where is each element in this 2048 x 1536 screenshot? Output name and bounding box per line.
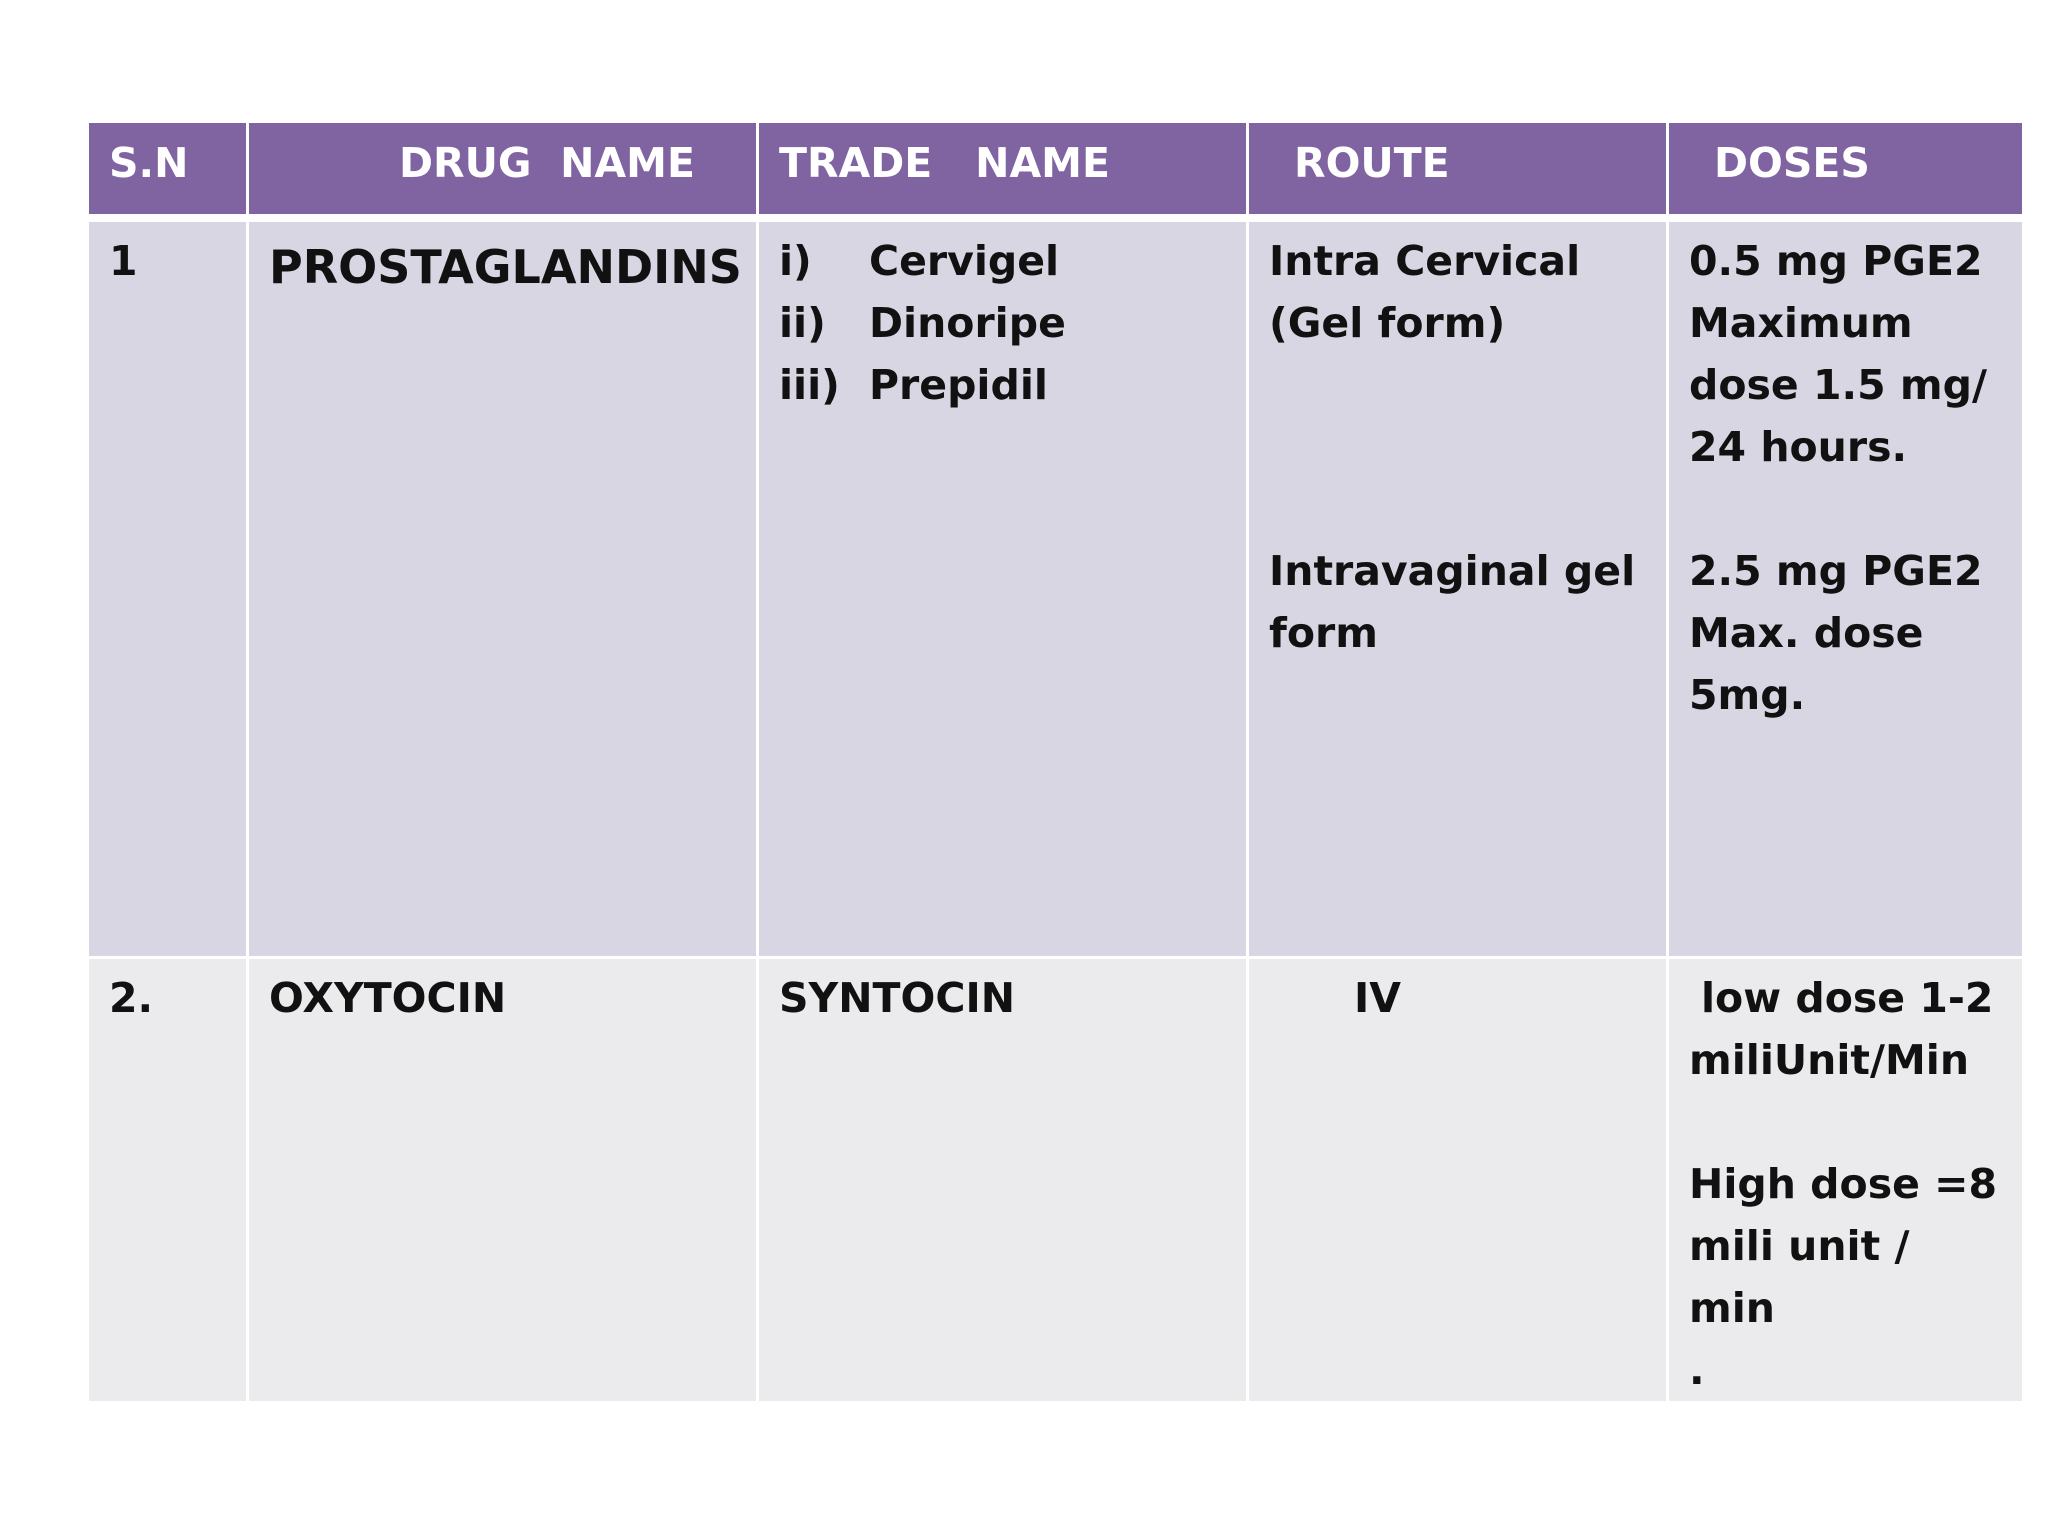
drug-table bbox=[86, 120, 2025, 1404]
dose-line: 24 hours. bbox=[1689, 422, 1908, 471]
list-item-number: iii) bbox=[779, 360, 840, 409]
dose-line: mili unit / min bbox=[1689, 1222, 1910, 1332]
cell-sn: 2. bbox=[88, 958, 248, 1403]
table-row bbox=[88, 218, 2024, 958]
list-item bbox=[779, 292, 1226, 354]
list-item bbox=[779, 354, 1226, 416]
cell-drug-name: OXYTOCIN bbox=[248, 958, 758, 1403]
table-header-row bbox=[88, 122, 2024, 218]
dose-line: Max. dose bbox=[1689, 608, 1924, 657]
cell-route: IV bbox=[1248, 958, 1668, 1403]
dose-line: Maximum bbox=[1689, 298, 1913, 347]
header-doses: DOSES bbox=[1668, 122, 2024, 218]
route-line: (Gel form) bbox=[1269, 298, 1506, 347]
dose-line: 0.5 mg PGE2 bbox=[1689, 236, 1983, 285]
list-item-label: Cervigel bbox=[869, 236, 1060, 285]
list-item-label: Dinoripe bbox=[869, 298, 1066, 347]
header-sn: S.N bbox=[88, 122, 248, 218]
table-row bbox=[88, 958, 2024, 1403]
route-line: form bbox=[1269, 608, 1378, 657]
route-line: Intravaginal gel bbox=[1269, 546, 1636, 595]
header-route: ROUTE bbox=[1248, 122, 1668, 218]
dose-line: low dose 1-2 bbox=[1701, 974, 1994, 1022]
cell-trade-name: SYNTOCIN bbox=[758, 958, 1248, 1403]
dose-line: miliUnit/Min bbox=[1689, 1036, 1970, 1084]
trade-name-list bbox=[779, 230, 1226, 416]
dose-line: 2.5 mg PGE2 bbox=[1689, 546, 1983, 595]
dose-line: 5mg. bbox=[1689, 670, 1806, 719]
list-item-number: ii) bbox=[779, 298, 826, 347]
list-item-label: Prepidil bbox=[869, 360, 1048, 409]
cell-doses bbox=[1668, 958, 2024, 1403]
list-item-number: i) bbox=[779, 236, 812, 285]
header-drug-name: DRUG NAME bbox=[248, 122, 758, 218]
route-line: Intra Cervical bbox=[1269, 236, 1581, 285]
drug-table-container bbox=[86, 120, 2022, 1404]
cell-route bbox=[1248, 218, 1668, 958]
cell-sn: 1 bbox=[88, 218, 248, 958]
cell-doses bbox=[1668, 218, 2024, 958]
dose-line: High dose =8 bbox=[1689, 1160, 1998, 1208]
dose-line: dose 1.5 mg/ bbox=[1689, 360, 1987, 409]
cell-trade-names bbox=[758, 218, 1248, 958]
header-trade-name: TRADE NAME bbox=[758, 122, 1248, 218]
cell-drug-name: PROSTAGLANDINS bbox=[248, 218, 758, 958]
dose-line: . bbox=[1689, 1346, 1705, 1394]
list-item bbox=[779, 230, 1226, 292]
